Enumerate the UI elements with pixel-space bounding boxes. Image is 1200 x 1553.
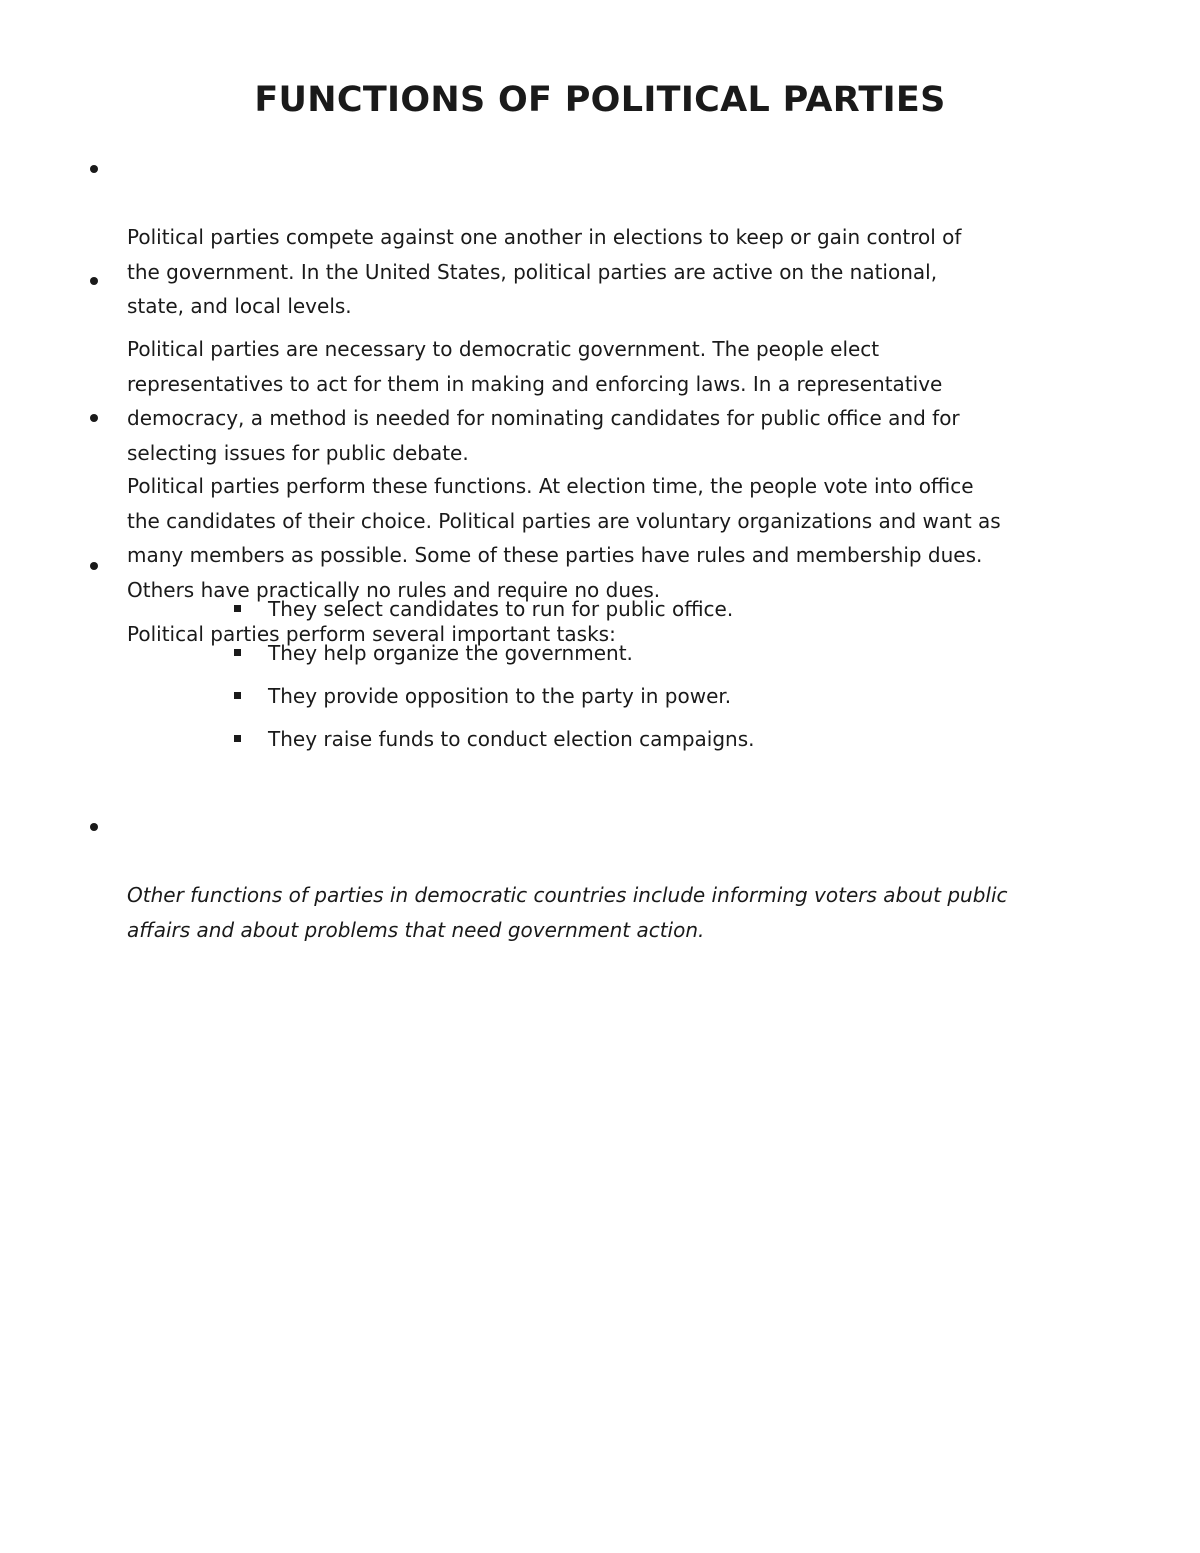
bullet-text: Political parties are necessary to democratic government. The people elect representatives to act for them in making and enforcing laws. In a representative democracy, a method is needed for nominating candidates for public office and for selecting issues for public debate.	[127, 337, 960, 465]
square-bullet-icon	[234, 649, 241, 656]
task-item	[268, 679, 1068, 713]
task-text: They raise funds to conduct election campaigns.	[268, 727, 755, 751]
task-item	[268, 722, 1068, 756]
task-item	[268, 636, 1068, 670]
bullet-dot-icon	[90, 823, 98, 831]
bullet-item	[127, 809, 1117, 947]
bullet-dot-icon	[90, 414, 98, 422]
task-item	[268, 592, 1068, 626]
square-bullet-icon	[234, 605, 241, 612]
square-bullet-icon	[234, 692, 241, 699]
bullet-text: Political parties compete against one another in elections to keep or gain control of the government. In the United States, political parties are active on the national, state, and local levels.	[127, 225, 962, 318]
page-title: FUNCTIONS OF POLITICAL PARTIES	[254, 80, 946, 120]
bullet-dot-icon	[90, 277, 98, 285]
bullet-dot-icon	[90, 165, 98, 173]
square-bullet-icon	[234, 735, 241, 742]
bullet-text: Political parties perform several important tasks:	[127, 622, 616, 646]
bullet-text: Other functions of parties in democratic countries include informing voters about public affairs and about problems that need government action.	[127, 883, 1008, 942]
bullet-text: Political parties perform these functions. At election time, the people vote into office the candidates of their choice. Political parties are voluntary organizations and want as many members as possible. Some of these parties have rules and membership dues. Others have practically no rules and require no dues.	[127, 474, 1001, 602]
task-text: They help organize the government.	[268, 641, 633, 665]
bullet-dot-icon	[90, 562, 98, 570]
task-text: They select candidates to run for public office.	[268, 597, 734, 621]
task-text: They provide opposition to the party in power.	[268, 684, 732, 708]
